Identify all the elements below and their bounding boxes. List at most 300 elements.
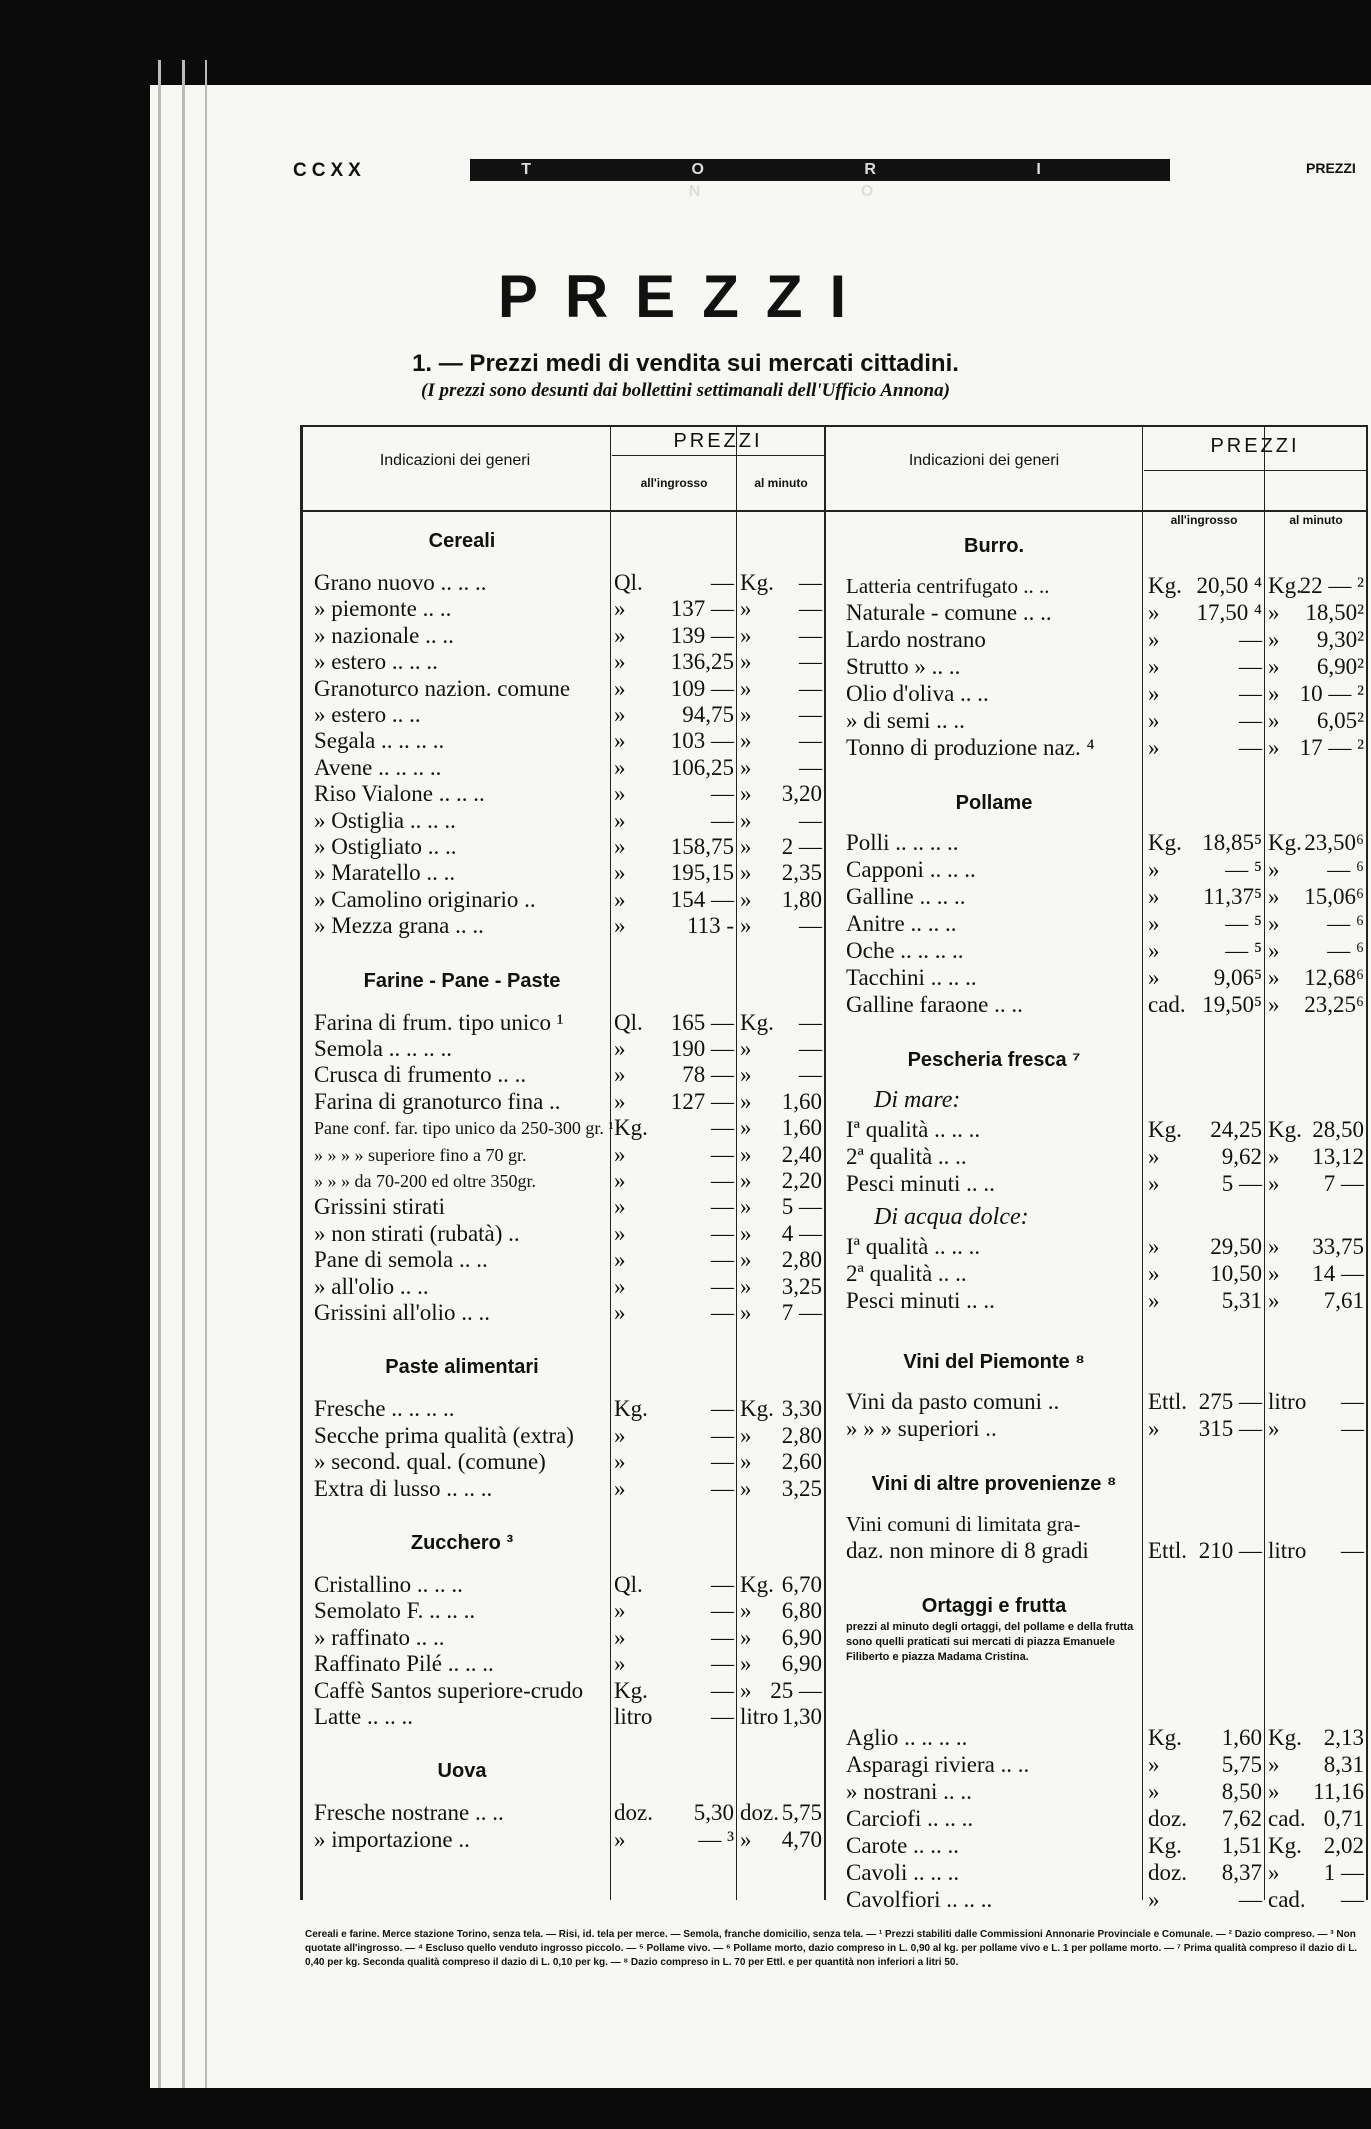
price-wholesale: 315 — bbox=[1198, 1416, 1262, 1441]
item-name: » raffinato .. .. bbox=[314, 1624, 445, 1650]
unit-wholesale: » bbox=[614, 1141, 626, 1167]
item-name: Fresche nostrane .. .. bbox=[314, 1800, 504, 1826]
header-genre-right: Indicazioni dei generi bbox=[908, 452, 1060, 469]
price-wholesale: — bbox=[711, 1115, 734, 1141]
item-name: Vini da pasto comuni .. bbox=[846, 1389, 1060, 1414]
item-name: » estero .. .. .. bbox=[314, 649, 438, 675]
item-name: » » » » superiore fino a 70 gr. bbox=[314, 1144, 527, 1165]
item-name: Naturale - comune .. .. bbox=[846, 600, 1052, 625]
price-wholesale: 8,37 bbox=[1221, 1860, 1262, 1885]
price-retail: 2,35 bbox=[781, 860, 822, 886]
price-retail: 5 — bbox=[781, 1194, 822, 1220]
item-name: Lardo nostrano bbox=[846, 627, 986, 652]
unit-retail: Kg. bbox=[740, 1572, 774, 1597]
table-top-rule bbox=[300, 425, 1368, 427]
unit-retail: » bbox=[1268, 938, 1280, 963]
unit-retail: » bbox=[740, 728, 752, 754]
price-wholesale: — bbox=[1239, 654, 1262, 679]
column-rule bbox=[1366, 425, 1368, 1900]
unit-retail: » bbox=[740, 649, 752, 675]
unit-wholesale: Kg. bbox=[1148, 830, 1182, 855]
price-retail: — bbox=[1341, 1887, 1364, 1912]
unit-retail: Kg. bbox=[1268, 830, 1302, 855]
unit-retail: » bbox=[1268, 1261, 1280, 1286]
price-wholesale: 1,51 bbox=[1221, 1833, 1262, 1858]
unit-retail: » bbox=[740, 1475, 752, 1501]
price-retail: 1,60 bbox=[781, 1088, 822, 1114]
price-wholesale: 18,85⁵ bbox=[1202, 830, 1262, 855]
price-wholesale: — bbox=[711, 1475, 734, 1501]
unit-wholesale: » bbox=[614, 860, 626, 886]
price-wholesale: 154 — bbox=[670, 886, 734, 912]
unit-wholesale: Ql. bbox=[614, 1009, 643, 1035]
item-name: Asparagi riviera .. .. bbox=[846, 1752, 1030, 1777]
unit-wholesale: » bbox=[614, 702, 626, 727]
unit-retail: » bbox=[1268, 654, 1280, 679]
unit-retail: » bbox=[1268, 1860, 1280, 1885]
unit-wholesale: » bbox=[614, 1422, 626, 1448]
price-retail: 11,16 bbox=[1313, 1779, 1364, 1804]
price-wholesale: 20,50 ⁴ bbox=[1196, 573, 1262, 598]
page-title: PREZZI bbox=[497, 263, 874, 330]
price-wholesale: — ³ bbox=[698, 1826, 734, 1852]
unit-wholesale: » bbox=[614, 1273, 626, 1299]
item-name: Capponi .. .. .. bbox=[846, 857, 976, 882]
price-retail: 4,70 bbox=[781, 1826, 822, 1852]
unit-retail: » bbox=[1268, 600, 1280, 625]
unit-retail: Kg. bbox=[1268, 1725, 1302, 1750]
unit-wholesale: » bbox=[1148, 600, 1160, 625]
price-wholesale: 210 — bbox=[1198, 1538, 1262, 1563]
unit-wholesale: Kg. bbox=[614, 1396, 648, 1422]
price-retail: — bbox=[1341, 1389, 1364, 1414]
price-retail: — bbox=[799, 728, 822, 754]
item-name: Fresche .. .. .. .. bbox=[314, 1396, 455, 1422]
unit-retail: » bbox=[740, 1422, 752, 1448]
price-retail: — bbox=[799, 596, 822, 622]
column-rule bbox=[300, 425, 303, 1900]
unit-retail: » bbox=[1268, 911, 1280, 936]
footnotes: Cereali e farine. Merce stazione Torino, senza tela. — Risi, id. tela per merce. — Semola, franche domicilio, senza tela. — ¹ Prezzi stabiliti dalle Commissioni Annonarie Provinciale e Comunale. — ² Dazio compreso. — ³ Non quotate all'ingrosso. — ⁴ Escluso quello venduto ingrosso piccolo. — ⁵ Pollame vivo. — ⁶ Pollame morto, dazio compreso in L. 0,90 al kg. per pollame vivo e L. 1 per pollame morto. — ⁷ Prima qualità compreso il dazio di L. 0,40 per kg. Seconda qualità compreso il dazio di L. 0,10 per kg. — ⁸ Dazio compreso in L. 70 per Ettl. e per quantità non inferiori a litri 50. bbox=[305, 1929, 1358, 1968]
price-wholesale: — bbox=[711, 1194, 734, 1220]
item-name: » di semi .. .. bbox=[846, 708, 965, 733]
unit-wholesale: » bbox=[614, 675, 626, 701]
price-wholesale: 9,06⁵ bbox=[1213, 965, 1262, 990]
column-rule bbox=[1142, 425, 1143, 1900]
price-retail: 3,25 bbox=[781, 1475, 822, 1501]
unit-retail: » bbox=[740, 1088, 752, 1114]
unit-wholesale: litro bbox=[614, 1704, 653, 1729]
price-retail: 1,60 bbox=[781, 1115, 822, 1141]
price-wholesale: — bbox=[711, 1300, 734, 1325]
unit-wholesale: » bbox=[614, 834, 626, 859]
item-name: » piemonte .. .. bbox=[314, 596, 452, 622]
price-retail: — bbox=[799, 1009, 822, 1035]
price-retail: — ⁶ bbox=[1327, 938, 1364, 963]
unit-wholesale: Ettl. bbox=[1148, 1389, 1187, 1414]
unit-wholesale: Kg. bbox=[1148, 1833, 1182, 1858]
item-name: Grissini stirati bbox=[314, 1194, 445, 1220]
price-retail: 5,75 bbox=[781, 1800, 822, 1826]
item-name: Iª qualità .. .. .. bbox=[846, 1234, 981, 1259]
price-wholesale: 195,15 bbox=[670, 860, 734, 886]
price-retail: — ⁶ bbox=[1327, 911, 1364, 936]
unit-wholesale: doz. bbox=[1148, 1860, 1187, 1885]
unit-retail: » bbox=[740, 1598, 752, 1624]
unit-retail: » bbox=[1268, 884, 1280, 909]
price-retail: — bbox=[799, 1036, 822, 1061]
price-wholesale: — bbox=[711, 1572, 734, 1597]
price-wholesale: — bbox=[711, 1422, 734, 1448]
header-wholesale-right: all'ingrosso bbox=[1170, 513, 1238, 527]
unit-retail: » bbox=[740, 913, 752, 939]
header-prices-right: PREZZI bbox=[1210, 435, 1300, 457]
item-name: Grano nuovo .. .. .. bbox=[314, 570, 487, 595]
item-name: Tonno di produzione naz. ⁴ bbox=[846, 735, 1095, 760]
unit-retail: Kg. bbox=[1268, 1117, 1302, 1142]
price-retail: 2,20 bbox=[781, 1168, 822, 1193]
price-retail: 6,80 bbox=[781, 1598, 822, 1624]
left-section-title: Paste alimentari bbox=[385, 1356, 539, 1379]
price-wholesale: — bbox=[1239, 708, 1262, 733]
price-retail: — bbox=[799, 913, 822, 939]
price-wholesale: 275 — bbox=[1198, 1389, 1262, 1414]
item-name: » Maratello .. .. bbox=[314, 860, 456, 886]
item-name: Galline .. .. .. bbox=[846, 884, 966, 909]
price-wholesale: — bbox=[711, 1651, 734, 1677]
right-section-title: Vini del Piemonte ⁸ bbox=[903, 1351, 1085, 1373]
header-retail-left: al minuto bbox=[754, 476, 808, 490]
price-retail: 3,20 bbox=[781, 781, 822, 807]
item-name: » all'olio .. .. bbox=[314, 1273, 429, 1299]
item-name: » Ostigliato .. .. bbox=[314, 834, 457, 859]
price-wholesale: 7,62 bbox=[1221, 1806, 1262, 1831]
unit-wholesale: » bbox=[614, 1088, 626, 1114]
unit-wholesale: » bbox=[1148, 1752, 1160, 1777]
price-retail: 6,90 bbox=[781, 1624, 822, 1650]
unit-retail: » bbox=[1268, 857, 1280, 882]
unit-wholesale: » bbox=[614, 1449, 626, 1475]
item-name: Vini comuni di limitata gra- bbox=[846, 1512, 1081, 1536]
unit-wholesale: » bbox=[614, 1168, 626, 1193]
price-wholesale: 1,60 bbox=[1221, 1725, 1262, 1750]
unit-wholesale: » bbox=[1148, 681, 1160, 706]
price-retail: 33,75 bbox=[1312, 1234, 1364, 1259]
price-wholesale: — bbox=[711, 1273, 734, 1299]
item-name: Cavoli .. .. .. bbox=[846, 1860, 960, 1885]
unit-wholesale: Kg. bbox=[1148, 1725, 1182, 1750]
unit-retail: cad. bbox=[1268, 1806, 1306, 1831]
price-retail: 15,06⁶ bbox=[1304, 884, 1364, 909]
price-wholesale: 5,30 bbox=[693, 1800, 734, 1826]
price-retail: — bbox=[799, 570, 822, 595]
price-retail: 6,05² bbox=[1316, 708, 1364, 733]
item-name: » estero .. .. bbox=[314, 702, 421, 727]
unit-wholesale: » bbox=[1148, 857, 1160, 882]
unit-wholesale: » bbox=[614, 781, 626, 807]
unit-retail: » bbox=[740, 886, 752, 912]
item-name: Extra di lusso .. .. .. bbox=[314, 1475, 493, 1501]
price-wholesale: — bbox=[711, 1247, 734, 1273]
price-wholesale: 113 - bbox=[686, 913, 734, 939]
item-name: Cristallino .. .. .. bbox=[314, 1572, 463, 1597]
unit-wholesale: » bbox=[1148, 938, 1160, 963]
price-wholesale: — bbox=[711, 1677, 734, 1703]
item-name: » nostrani .. .. bbox=[846, 1779, 972, 1804]
city-banner bbox=[470, 159, 1170, 200]
price-retail: 6,90 bbox=[781, 1651, 822, 1677]
price-wholesale: 9,62 bbox=[1221, 1144, 1262, 1169]
price-wholesale: — bbox=[711, 781, 734, 807]
unit-wholesale: » bbox=[614, 1826, 626, 1852]
unit-wholesale: doz. bbox=[1148, 1806, 1187, 1831]
unit-retail: litro bbox=[1268, 1538, 1307, 1563]
unit-retail: » bbox=[740, 622, 752, 648]
column-rule bbox=[736, 425, 737, 1900]
price-retail: 25 — bbox=[770, 1677, 822, 1703]
price-retail: 4 — bbox=[781, 1220, 822, 1246]
price-retail: 7 — bbox=[1323, 1171, 1364, 1196]
item-name: » » » da 70-200 ed oltre 350gr. bbox=[314, 1171, 536, 1191]
header-genre-left: Indicazioni dei generi bbox=[379, 452, 531, 469]
price-wholesale: 24,25 bbox=[1210, 1117, 1262, 1142]
item-name: Pesci minuti .. .. bbox=[846, 1171, 995, 1196]
unit-wholesale: » bbox=[614, 649, 626, 675]
unit-retail: » bbox=[1268, 681, 1280, 706]
item-name: daz. non minore di 8 gradi bbox=[846, 1538, 1089, 1563]
unit-retail: » bbox=[1268, 992, 1280, 1017]
unit-retail: » bbox=[740, 702, 752, 727]
price-retail: — bbox=[799, 675, 822, 701]
item-name: Tacchini .. .. .. bbox=[846, 965, 977, 990]
unit-retail: » bbox=[740, 596, 752, 622]
price-retail: 23,50⁶ bbox=[1304, 830, 1364, 855]
unit-wholesale: » bbox=[614, 596, 626, 622]
price-wholesale: — bbox=[711, 1704, 734, 1729]
unit-retail: » bbox=[1268, 735, 1280, 760]
price-retail: — bbox=[1341, 1416, 1364, 1441]
price-retail: 2,13 bbox=[1323, 1725, 1364, 1750]
unit-wholesale: » bbox=[614, 1300, 626, 1325]
price-retail: 7,61 bbox=[1323, 1288, 1364, 1313]
price-retail: 12,68⁶ bbox=[1304, 965, 1364, 990]
unit-wholesale: » bbox=[1148, 1416, 1160, 1441]
unit-retail: » bbox=[740, 1300, 752, 1325]
item-name: » Camolino originario .. bbox=[314, 886, 536, 912]
price-wholesale: — bbox=[711, 1624, 734, 1650]
price-wholesale: 78 — bbox=[682, 1062, 734, 1088]
item-name: Oche .. .. .. .. bbox=[846, 938, 964, 963]
item-name: Carciofi .. .. .. bbox=[846, 1806, 974, 1831]
unit-retail: » bbox=[740, 1449, 752, 1475]
item-name: » nazionale .. .. bbox=[314, 622, 454, 648]
price-retail: 14 — bbox=[1312, 1261, 1364, 1286]
header-prices-left: PREZZI bbox=[673, 430, 763, 452]
right-section-title: Vini di altre provenienze ⁸ bbox=[871, 1473, 1117, 1495]
price-retail: 23,25⁶ bbox=[1304, 992, 1364, 1017]
item-name: Segala .. .. .. .. bbox=[314, 728, 445, 754]
item-name: Carote .. .. .. bbox=[846, 1833, 960, 1858]
price-retail: 2,40 bbox=[781, 1141, 822, 1167]
item-name: Farina di granoturco fina .. bbox=[314, 1088, 561, 1114]
item-name: 2ª qualità .. .. bbox=[846, 1144, 967, 1169]
unit-retail: Kg. bbox=[740, 1396, 774, 1422]
price-wholesale: 11,37⁵ bbox=[1203, 884, 1262, 909]
ortaggi-note: prezzi al minuto degli ortaggi, del pollame e della frutta sono quelli praticati sui mercati di piazza Emanuele Filiberto e piazza Madama Cristina. bbox=[846, 1621, 1134, 1663]
price-wholesale: — bbox=[1239, 681, 1262, 706]
price-wholesale: — bbox=[711, 570, 734, 595]
price-wholesale: 29,50 bbox=[1210, 1234, 1262, 1259]
unit-retail: » bbox=[1268, 708, 1280, 733]
subsection-label: Di acqua dolce: bbox=[874, 1204, 1029, 1230]
source-note: (I prezzi sono desunti dai bollettini settimanali dell'Ufficio Annona) bbox=[421, 380, 950, 401]
price-retail: 2 — bbox=[781, 834, 822, 859]
item-name: Grissini all'olio .. .. bbox=[314, 1300, 491, 1325]
price-retail: — bbox=[799, 1062, 822, 1088]
price-wholesale: 5 — bbox=[1221, 1171, 1262, 1196]
right-section-title: Burro. bbox=[964, 535, 1024, 557]
price-retail: 8,31 bbox=[1323, 1752, 1364, 1777]
unit-retail: » bbox=[740, 1273, 752, 1299]
price-wholesale: — bbox=[1239, 627, 1262, 652]
price-retail: 9,30² bbox=[1316, 627, 1364, 652]
item-name: Raffinato Pilé .. .. .. bbox=[314, 1651, 494, 1677]
price-wholesale: 5,75 bbox=[1221, 1752, 1262, 1777]
unit-retail: doz. bbox=[740, 1800, 779, 1826]
unit-retail: » bbox=[1268, 1171, 1280, 1196]
unit-wholesale: Ettl. bbox=[1148, 1538, 1187, 1563]
unit-wholesale: » bbox=[614, 728, 626, 754]
price-retail: 22 — ² bbox=[1299, 573, 1364, 598]
price-wholesale: — ⁵ bbox=[1225, 857, 1262, 882]
price-wholesale: 19,50⁵ bbox=[1202, 992, 1262, 1017]
item-name: Semolato F. .. .. .. bbox=[314, 1598, 476, 1624]
unit-retail: » bbox=[1268, 627, 1280, 652]
price-wholesale: 165 — bbox=[670, 1009, 734, 1035]
unit-retail: Kg. bbox=[1268, 1833, 1302, 1858]
unit-retail: » bbox=[740, 1677, 752, 1703]
item-name: Caffè Santos superiore-crudo bbox=[314, 1677, 584, 1703]
price-wholesale: 137 — bbox=[670, 596, 734, 622]
unit-retail: » bbox=[1268, 1752, 1280, 1777]
left-section-title: Farine - Pane - Paste bbox=[363, 969, 561, 992]
price-wholesale: 103 — bbox=[670, 728, 734, 754]
unit-wholesale: » bbox=[614, 1194, 626, 1220]
column-rule bbox=[1264, 425, 1265, 1900]
price-retail: 1 — bbox=[1323, 1860, 1364, 1885]
unit-retail: » bbox=[1268, 1144, 1280, 1169]
item-name: Farina di frum. tipo unico ¹ bbox=[314, 1009, 564, 1035]
unit-wholesale: » bbox=[1148, 1144, 1160, 1169]
unit-wholesale: » bbox=[1148, 1779, 1160, 1804]
price-wholesale: — bbox=[711, 1396, 734, 1422]
unit-wholesale: Kg. bbox=[614, 1677, 648, 1703]
price-retail: 2,80 bbox=[781, 1422, 822, 1448]
price-retail: 1,30 bbox=[781, 1704, 822, 1729]
unit-retail: » bbox=[1268, 1416, 1280, 1441]
unit-retail: » bbox=[740, 675, 752, 701]
item-name: » Mezza grana .. .. bbox=[314, 913, 484, 939]
item-name: Strutto » .. .. bbox=[846, 654, 961, 679]
unit-retail: » bbox=[740, 1036, 752, 1061]
item-name: Anitre .. .. .. bbox=[846, 911, 957, 936]
price-retail: 7 — bbox=[781, 1300, 822, 1325]
item-name: Iª qualità .. .. .. bbox=[846, 1117, 981, 1142]
item-name: Riso Vialone .. .. .. bbox=[314, 781, 485, 807]
unit-retail: » bbox=[740, 754, 752, 780]
prezzi-rule bbox=[1144, 470, 1366, 471]
city-banner-text: T O R I N O bbox=[521, 161, 1119, 200]
section-label: PREZZI bbox=[1306, 160, 1356, 176]
column-rule bbox=[610, 425, 611, 1900]
unit-wholesale: » bbox=[1148, 1234, 1160, 1259]
price-wholesale: 158,75 bbox=[670, 834, 734, 859]
price-retail: — bbox=[799, 754, 822, 780]
item-name: Avene .. .. .. .. bbox=[314, 754, 442, 780]
price-retail: 3,30 bbox=[781, 1396, 822, 1422]
unit-retail: » bbox=[740, 1168, 752, 1193]
unit-wholesale: » bbox=[614, 1036, 626, 1061]
unit-retail: » bbox=[740, 1062, 752, 1088]
price-wholesale: — bbox=[1239, 735, 1262, 760]
price-wholesale: — bbox=[711, 1141, 734, 1167]
unit-retail: Kg. bbox=[740, 570, 774, 595]
right-section-title: Pollame bbox=[955, 792, 1033, 814]
unit-retail: » bbox=[1268, 1779, 1280, 1804]
unit-wholesale: » bbox=[1148, 627, 1160, 652]
price-retail: 18,50² bbox=[1305, 600, 1364, 625]
page-number: CCXX bbox=[293, 160, 366, 181]
unit-wholesale: » bbox=[1148, 1261, 1160, 1286]
header-wholesale-left: all'ingrosso bbox=[640, 476, 708, 490]
item-name: Semola .. .. .. .. bbox=[314, 1036, 452, 1061]
unit-wholesale: » bbox=[614, 807, 626, 833]
unit-wholesale: » bbox=[614, 1624, 626, 1650]
unit-retail: » bbox=[740, 1826, 752, 1852]
unit-retail: » bbox=[1268, 965, 1280, 990]
price-wholesale: 106,25 bbox=[670, 754, 734, 780]
unit-wholesale: » bbox=[614, 1220, 626, 1246]
item-name: Latteria centrifugato .. .. bbox=[846, 574, 1050, 598]
unit-wholesale: » bbox=[614, 913, 626, 939]
unit-wholesale: » bbox=[1148, 735, 1160, 760]
scan-border-bottom bbox=[0, 2088, 1371, 2129]
unit-retail: litro bbox=[740, 1704, 779, 1729]
unit-retail: » bbox=[740, 1247, 752, 1273]
unit-wholesale: » bbox=[1148, 911, 1160, 936]
unit-wholesale: » bbox=[614, 1475, 626, 1501]
unit-retail: » bbox=[740, 1141, 752, 1167]
price-wholesale: — ⁵ bbox=[1225, 911, 1262, 936]
unit-retail: cad. bbox=[1268, 1887, 1306, 1912]
price-retail: 6,70 bbox=[781, 1572, 822, 1597]
item-name: Pesci minuti .. .. bbox=[846, 1288, 995, 1313]
item-name: » » » superiori .. bbox=[846, 1416, 997, 1441]
column-rule bbox=[824, 425, 826, 1900]
price-retail: 2,02 bbox=[1323, 1833, 1364, 1858]
unit-retail: » bbox=[1268, 1288, 1280, 1313]
item-name: Pane di semola .. .. bbox=[314, 1247, 488, 1273]
price-retail: — bbox=[799, 649, 822, 675]
price-wholesale: — bbox=[711, 1598, 734, 1624]
price-retail: 6,90² bbox=[1316, 654, 1364, 679]
price-retail: 10 — ² bbox=[1299, 681, 1364, 706]
unit-retail: » bbox=[740, 1194, 752, 1220]
price-wholesale: 94,75 bbox=[682, 702, 734, 727]
unit-wholesale: » bbox=[614, 1651, 626, 1677]
table-title: 1. — Prezzi medi di vendita sui mercati cittadini. bbox=[412, 350, 959, 377]
price-wholesale: — bbox=[711, 1449, 734, 1475]
